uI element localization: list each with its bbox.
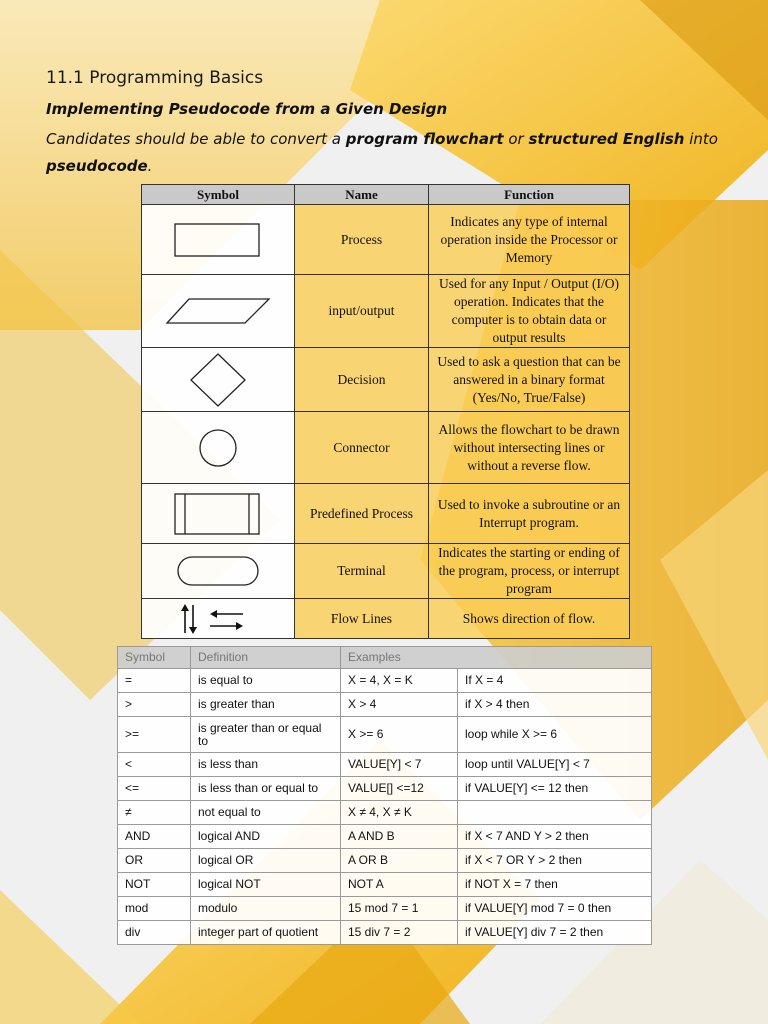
symbol-cell [142, 275, 295, 348]
input-output-parallelogram-icon [165, 296, 271, 326]
column-header-symbol: Symbol [142, 185, 295, 205]
symbol-cell [142, 205, 295, 275]
symbol-cell [142, 484, 295, 544]
operator-usage-example: if X < 7 AND Y > 2 then [458, 825, 652, 849]
table-row [118, 873, 652, 897]
flow-lines-arrows-icon [153, 601, 283, 637]
column-header-name: Name [295, 185, 429, 205]
table-row [118, 777, 652, 801]
column-header-definition: Definition [191, 647, 341, 669]
operator-usage-example: if NOT X = 7 then [458, 873, 652, 897]
symbol-function: Used to invoke a subroutine or an Interrupt program. [429, 484, 630, 544]
intro-bold-flowchart: program flowchart [345, 130, 504, 148]
subsection-heading: Implementing Pseudocode from a Given Design [46, 100, 448, 118]
section-heading: 11.1 Programming Basics [46, 68, 264, 88]
table-row [142, 544, 630, 599]
intro-paragraph [46, 126, 726, 180]
symbol-cell [142, 544, 295, 599]
intro-bold-pseudocode: pseudocode [46, 157, 148, 175]
operator-example: X > 4 [341, 693, 458, 717]
symbol-function: Shows direction of flow. [429, 599, 630, 639]
symbol-name: Flow Lines [295, 599, 429, 639]
operator-example: A OR B [341, 849, 458, 873]
operator-symbol: mod [118, 897, 191, 921]
table-row [118, 693, 652, 717]
table-row [118, 669, 652, 693]
table-row [118, 717, 652, 753]
flowchart-symbol-table [141, 184, 630, 639]
operator-symbol: = [118, 669, 191, 693]
column-header-function: Function [429, 185, 630, 205]
operator-definition: is greater than [191, 693, 341, 717]
operator-example: VALUE[Y] < 7 [341, 753, 458, 777]
operator-usage-example: if VALUE[Y] mod 7 = 0 then [458, 897, 652, 921]
operator-symbol: >= [118, 717, 191, 753]
operator-usage-example: loop until VALUE[Y] < 7 [458, 753, 652, 777]
table-row [118, 849, 652, 873]
symbol-function: Indicates the starting or ending of the program, process, or interrupt program [429, 544, 630, 599]
symbol-function: Used for any Input / Output (I/O) operation. Indicates that the computer is to obtain data or output results [429, 275, 630, 348]
operator-usage-example: if VALUE[Y] <= 12 then [458, 777, 652, 801]
operator-usage-example: if X > 4 then [458, 693, 652, 717]
operator-table-body [118, 669, 652, 945]
symbol-function: Indicates any type of internal operation inside the Processor or Memory [429, 205, 630, 275]
connector-circle-icon [197, 427, 239, 469]
table-row [142, 275, 630, 348]
operator-definition: modulo [191, 897, 341, 921]
table-header-row [142, 185, 630, 205]
terminal-rounded-icon [176, 555, 260, 587]
symbol-name: input/output [295, 275, 429, 348]
intro-text: or [503, 130, 529, 148]
symbol-name: Process [295, 205, 429, 275]
operator-definition: logical NOT [191, 873, 341, 897]
table-row [118, 897, 652, 921]
operator-definition: is equal to [191, 669, 341, 693]
column-header-symbol: Symbol [118, 647, 191, 669]
table-row [118, 825, 652, 849]
operator-usage-example: If X = 4 [458, 669, 652, 693]
intro-text: . [147, 157, 153, 175]
operator-example: A AND B [341, 825, 458, 849]
operator-usage-example: loop while X >= 6 [458, 717, 652, 753]
operator-example: VALUE[] <=12 [341, 777, 458, 801]
symbol-name: Connector [295, 412, 429, 484]
operator-example: X >= 6 [341, 717, 458, 753]
operator-symbol: > [118, 693, 191, 717]
operator-definition: integer part of quotient [191, 921, 341, 945]
symbol-name: Predefined Process [295, 484, 429, 544]
operator-definition: logical AND [191, 825, 341, 849]
table-row [118, 801, 652, 825]
operator-definition: is less than [191, 753, 341, 777]
symbol-name: Terminal [295, 544, 429, 599]
operator-usage-example [458, 801, 652, 825]
operator-symbol: div [118, 921, 191, 945]
operator-definition: not equal to [191, 801, 341, 825]
operator-example: X ≠ 4, X ≠ K [341, 801, 458, 825]
operator-definition: is greater than or equal to [191, 717, 341, 753]
symbol-name: Decision [295, 348, 429, 412]
decision-diamond-icon [188, 352, 248, 408]
operator-symbol: OR [118, 849, 191, 873]
table-row [118, 753, 652, 777]
operator-symbol: AND [118, 825, 191, 849]
operator-symbol: NOT [118, 873, 191, 897]
operator-definition: is less than or equal to [191, 777, 341, 801]
table-header-row [118, 647, 652, 669]
intro-text: Candidates should be able to convert a [46, 130, 346, 148]
intro-text: into [684, 130, 718, 148]
operator-usage-example: if X < 7 OR Y > 2 then [458, 849, 652, 873]
operator-definition: logical OR [191, 849, 341, 873]
operator-symbol: < [118, 753, 191, 777]
table-row [142, 599, 630, 639]
symbol-function: Allows the flowchart to be drawn without intersecting lines or without a reverse flow. [429, 412, 630, 484]
pseudocode-operator-table [117, 646, 652, 945]
symbol-cell [142, 412, 295, 484]
table-row [118, 921, 652, 945]
symbol-function: Used to ask a question that can be answered in a binary format (Yes/No, True/False) [429, 348, 630, 412]
predefined-process-icon [173, 492, 263, 536]
table-row [142, 484, 630, 544]
column-header-examples: Examples [341, 647, 652, 669]
process-rectangle-icon [173, 220, 263, 260]
table-row [142, 348, 630, 412]
operator-example: 15 div 7 = 2 [341, 921, 458, 945]
operator-symbol: ≠ [118, 801, 191, 825]
table-row [142, 412, 630, 484]
intro-bold-structured-english: structured English [528, 130, 685, 148]
operator-example: X = 4, X = K [341, 669, 458, 693]
operator-usage-example: if VALUE[Y] div 7 = 2 then [458, 921, 652, 945]
operator-example: 15 mod 7 = 1 [341, 897, 458, 921]
operator-symbol: <= [118, 777, 191, 801]
symbol-cell [142, 348, 295, 412]
symbol-cell [142, 599, 295, 639]
operator-example: NOT A [341, 873, 458, 897]
table-row [142, 205, 630, 275]
